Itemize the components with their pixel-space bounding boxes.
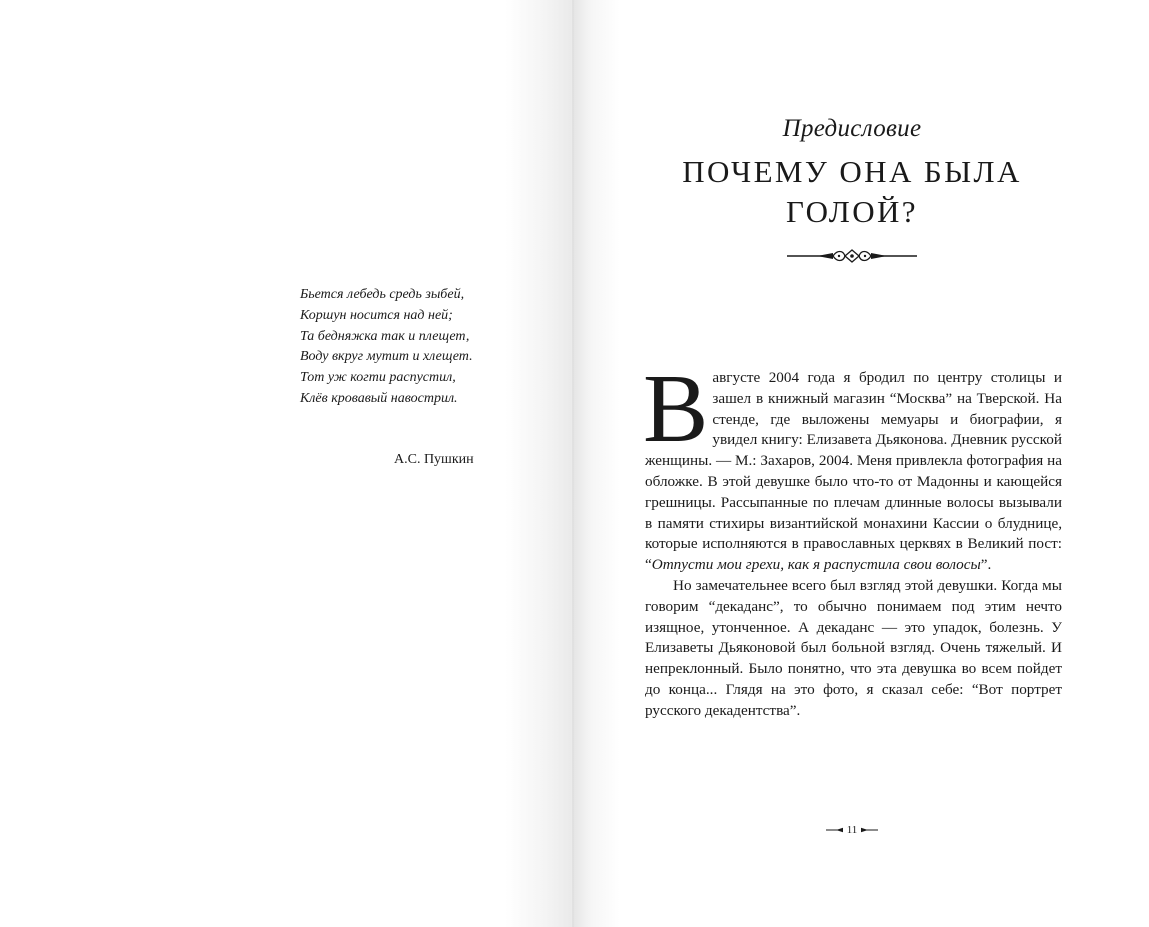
page-number: [820, 822, 884, 838]
epigraph-attribution: А.С. Пушкин: [394, 452, 474, 467]
epigraph: [300, 285, 500, 410]
quote-italic: Отпусти мои грехи, как я распустила свои волосы: [651, 556, 981, 574]
epigraph-line: Тот уж когти распустил,: [300, 370, 456, 386]
epigraph-line: Клёв кровавый навострил.: [300, 390, 458, 406]
folio-flourish-right-icon: [860, 827, 878, 833]
paragraph: Но замечательнее всего был взгляд этой девушки. Когда мы говорим “декаданс”, то обычно понимаем под этим нечто изящное, утонченное. А декаданс — это упадок, болезнь. У Елизаветы Дьяконовой был больной взгляд. Очень тяжелый. И непреклонный. Было понятно, что эта девушка во всем пойдет до конца... Глядя на это фото, я сказал себе: “Вот портрет русского декадентства”.: [645, 576, 1062, 719]
left-page: [0, 0, 574, 927]
folio-flourish-left-icon: [826, 827, 844, 833]
epigraph-line: Бьется лебедь средь зыбей,: [300, 287, 465, 302]
chapter-title-line: ПОЧЕМУ ОНА БЫЛА: [682, 154, 1022, 189]
chapter-body: [643, 355, 1062, 722]
chapter-title-line: ГОЛОЙ?: [786, 194, 918, 229]
epigraph-line: Та бедняжка так и плещет,: [300, 328, 470, 344]
chapter-title: [574, 152, 1130, 232]
chapter-kicker: Предисловие: [782, 115, 922, 142]
ornament-divider-icon: [787, 247, 917, 265]
paragraph-text-end: ”.: [980, 556, 992, 574]
paragraph: [643, 355, 1062, 576]
drop-cap: В: [643, 355, 709, 463]
epigraph-line: Коршун носится над ней;: [300, 307, 453, 323]
epigraph-line: Воду вкруг мутит и хлещет.: [300, 349, 473, 365]
page-number-text: 11: [846, 824, 858, 836]
paragraph-text: августе 2004 года я бродил по центру столицы и зашел в книжный магазин “Москва” на Тверской. На стенде, где выложены мемуары и биографии, я увидел книгу: Елизавета Дьяконова. Дневник русской женщины. — М.: Захаров, 2004. Меня привлекла фотография на обложке. В этой девушке было что-то от Мадонны и кающейся грешницы. Рассыпанные по плечам длинные волосы вызывали в памяти стихиры византийской монахини Кассии о блуднице, которые исполняются в православных церквях в Великий пост: “: [645, 369, 1062, 574]
